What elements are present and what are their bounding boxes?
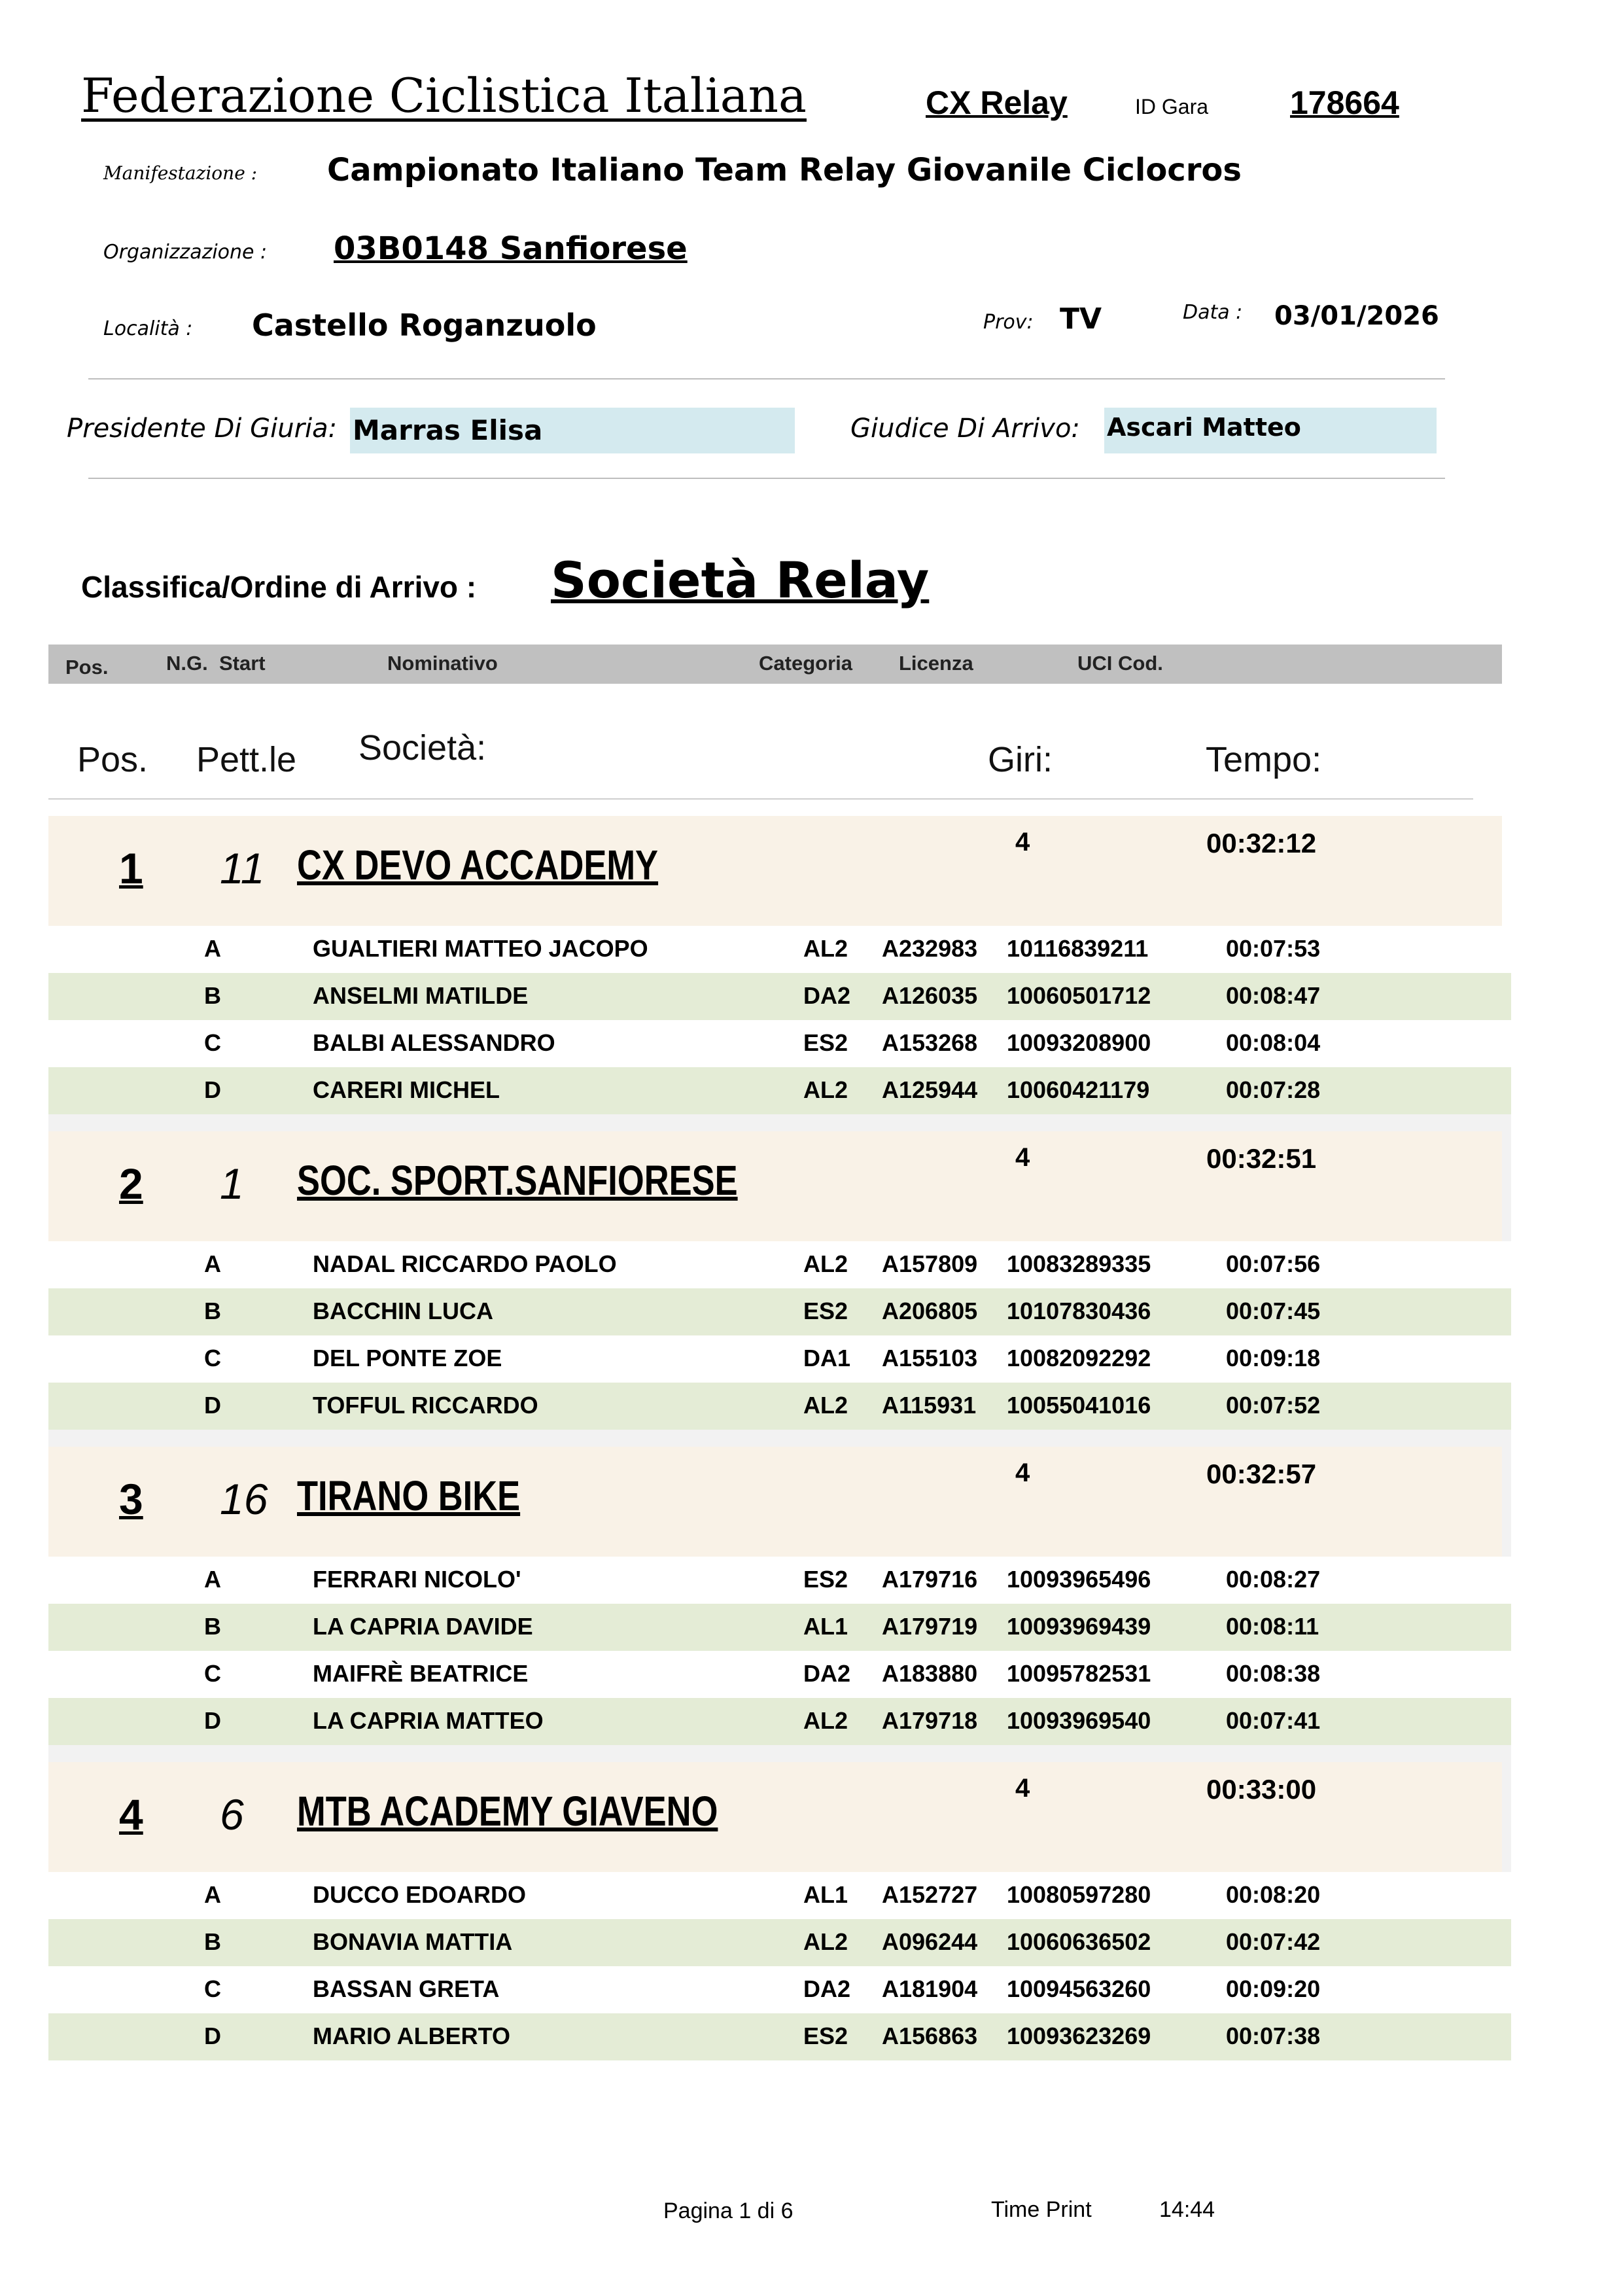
rider-name: FERRARI NICOLO' xyxy=(313,1566,521,1593)
rider-row xyxy=(48,1335,1511,1383)
giudice-field xyxy=(1104,408,1437,453)
rider-uci: 10095782531 xyxy=(1007,1660,1151,1687)
localita-label: Località : xyxy=(103,317,193,340)
rider-license: A206805 xyxy=(882,1298,978,1324)
id-gara-value: 178664 xyxy=(1290,84,1399,121)
page-number: Pagina 1 di 6 xyxy=(663,2199,794,2223)
rider-category: AL2 xyxy=(803,935,848,962)
rider-leg: C xyxy=(204,1029,221,1056)
rider-name: GUALTIERI MATTEO JACOPO xyxy=(313,935,648,962)
giudice-value: Ascari Matteo xyxy=(1107,413,1301,442)
presidente-value: Marras Elisa xyxy=(353,414,543,446)
team-bib: 1 xyxy=(220,1159,244,1208)
manifestazione-label: Manifestazione : xyxy=(103,162,258,184)
rider-row xyxy=(48,1966,1511,2013)
rider-name: BASSAN GRETA xyxy=(313,1975,500,2002)
rider-leg: B xyxy=(204,1613,221,1640)
gb-nominativo: Nominativo xyxy=(387,652,498,675)
rider-category: ES2 xyxy=(803,2022,848,2049)
rider-uci: 10116839211 xyxy=(1007,935,1149,962)
rider-uci: 10083289335 xyxy=(1007,1250,1151,1277)
rider-license: A125944 xyxy=(882,1076,978,1103)
team-time: 00:32:57 xyxy=(1206,1458,1317,1489)
rider-row xyxy=(48,1872,1511,1919)
rider-uci: 10093965496 xyxy=(1007,1566,1151,1593)
rider-leg: A xyxy=(204,1250,221,1277)
team-time: 00:33:00 xyxy=(1206,1774,1317,1805)
rider-row xyxy=(48,1557,1511,1604)
team-header xyxy=(48,1131,1502,1241)
rider-license: A181904 xyxy=(882,1975,978,2002)
rider-row xyxy=(48,973,1511,1020)
team-laps: 4 xyxy=(1015,828,1030,857)
rider-license: A156863 xyxy=(882,2022,978,2049)
team-bib: 16 xyxy=(220,1475,268,1523)
rider-category: AL1 xyxy=(803,1613,848,1640)
rider-leg: A xyxy=(204,935,221,962)
team-name[interactable]: CX DEVO ACCADEMY xyxy=(297,841,659,889)
rider-row xyxy=(48,2013,1511,2060)
prov-label: Prov: xyxy=(983,311,1034,334)
team-header xyxy=(48,1762,1502,1872)
col-giri: Giri: xyxy=(988,740,1053,779)
rider-row xyxy=(48,1919,1511,1966)
rider-uci: 10093969439 xyxy=(1007,1613,1151,1640)
gb-uci: UCI Cod. xyxy=(1077,652,1163,675)
team-position: 2 xyxy=(119,1159,143,1208)
col-pettorale: Pett.le xyxy=(196,740,297,779)
rider-uci: 10093969540 xyxy=(1007,1707,1151,1734)
rider-row xyxy=(48,1241,1511,1288)
rider-time: 00:09:18 xyxy=(1226,1345,1321,1371)
rider-uci: 10107830436 xyxy=(1007,1298,1151,1324)
rider-uci: 10082092292 xyxy=(1007,1345,1151,1371)
column-heading-divider xyxy=(48,798,1473,800)
rider-category: DA1 xyxy=(803,1345,851,1371)
rider-leg: D xyxy=(204,1076,221,1103)
rider-license: A232983 xyxy=(882,935,978,962)
gb-ng-start: N.G. Start xyxy=(166,652,266,675)
rider-category: AL2 xyxy=(803,1250,848,1277)
team-bib: 6 xyxy=(220,1790,244,1839)
header-divider-top xyxy=(88,378,1445,380)
rider-time: 00:08:47 xyxy=(1226,982,1321,1009)
rider-name: LA CAPRIA DAVIDE xyxy=(313,1613,533,1640)
rider-name: TOFFUL RICCARDO xyxy=(313,1392,538,1419)
team-name[interactable]: SOC. SPORT.SANFIORESE xyxy=(297,1157,738,1204)
rider-row xyxy=(48,1604,1511,1651)
rider-row xyxy=(48,926,1511,973)
rider-license: A152727 xyxy=(882,1881,978,1908)
rider-uci: 10060501712 xyxy=(1007,982,1151,1009)
rider-time: 00:07:52 xyxy=(1226,1392,1321,1419)
rider-time: 00:07:28 xyxy=(1226,1076,1321,1103)
rider-category: AL2 xyxy=(803,1076,848,1103)
rider-leg: B xyxy=(204,982,221,1009)
rider-row xyxy=(48,1020,1511,1067)
giudice-label: Giudice Di Arrivo: xyxy=(850,414,1080,444)
rider-category: AL1 xyxy=(803,1881,848,1908)
rider-category: AL2 xyxy=(803,1707,848,1734)
rider-license: A155103 xyxy=(882,1345,978,1371)
team-position: 3 xyxy=(119,1475,143,1523)
rider-time: 00:08:27 xyxy=(1226,1566,1321,1593)
time-print-label: Time Print xyxy=(991,2197,1092,2222)
rider-category: AL2 xyxy=(803,1392,848,1419)
rider-uci: 10060636502 xyxy=(1007,1928,1151,1955)
rider-name: MAIFRÈ BEATRICE xyxy=(313,1660,529,1687)
rider-time: 00:07:45 xyxy=(1226,1298,1321,1324)
rider-name: BALBI ALESSANDRO xyxy=(313,1029,555,1056)
rider-time: 00:07:42 xyxy=(1226,1928,1321,1955)
rider-name: BACCHIN LUCA xyxy=(313,1298,493,1324)
rider-leg: D xyxy=(204,1707,221,1734)
rider-time: 00:08:11 xyxy=(1226,1613,1319,1640)
manifestazione-value: Campionato Italiano Team Relay Giovanile Ciclocros xyxy=(327,152,1242,188)
rider-uci: 10094563260 xyxy=(1007,1975,1151,2002)
rider-leg: D xyxy=(204,1392,221,1419)
organizzazione-label: Organizzazione : xyxy=(103,241,268,264)
rider-leg: D xyxy=(204,2022,221,2049)
federation-title: Federazione Ciclistica Italiana xyxy=(81,68,807,123)
rider-license: A179718 xyxy=(882,1707,978,1734)
classifica-title: Società Relay xyxy=(551,551,930,609)
rider-name: CARERI MICHEL xyxy=(313,1076,500,1103)
rider-row xyxy=(48,1651,1511,1698)
rider-leg: A xyxy=(204,1566,221,1593)
rider-category: ES2 xyxy=(803,1029,848,1056)
presidente-field xyxy=(350,408,795,453)
col-societa: Società: xyxy=(358,728,487,768)
rider-time: 00:09:20 xyxy=(1226,1975,1321,2002)
team-position: 1 xyxy=(119,844,143,892)
race-type: CX Relay xyxy=(926,84,1068,121)
classifica-label: Classifica/Ordine di Arrivo : xyxy=(81,570,477,604)
rider-category: ES2 xyxy=(803,1566,848,1593)
rider-license: A179719 xyxy=(882,1613,978,1640)
rider-name: DUCCO EDOARDO xyxy=(313,1881,527,1908)
rider-time: 00:07:41 xyxy=(1226,1707,1321,1734)
rider-row xyxy=(48,1288,1511,1335)
rider-row xyxy=(48,1067,1511,1114)
presidente-label: Presidente Di Giuria: xyxy=(67,414,338,444)
time-print-value: 14:44 xyxy=(1159,2197,1215,2222)
header-divider-bottom xyxy=(88,478,1445,479)
team-name[interactable]: MTB ACADEMY GIAVENO xyxy=(297,1788,718,1835)
rider-time: 00:07:38 xyxy=(1226,2022,1321,2049)
rider-category: AL2 xyxy=(803,1928,848,1955)
rider-uci: 10093623269 xyxy=(1007,2022,1151,2049)
rider-uci: 10060421179 xyxy=(1007,1076,1150,1103)
rider-leg: A xyxy=(204,1881,221,1908)
rider-uci: 10080597280 xyxy=(1007,1881,1151,1908)
team-header xyxy=(48,1447,1502,1557)
team-name[interactable]: TIRANO BIKE xyxy=(297,1472,521,1519)
prov-value: TV xyxy=(1060,302,1102,336)
rider-uci: 10055041016 xyxy=(1007,1392,1151,1419)
gb-pos: Pos. xyxy=(65,656,109,679)
rider-leg: C xyxy=(204,1975,221,2002)
rider-name: BONAVIA MATTIA xyxy=(313,1928,513,1955)
rider-name: DEL PONTE ZOE xyxy=(313,1345,502,1371)
team-position: 4 xyxy=(119,1790,143,1839)
team-laps: 4 xyxy=(1015,1143,1030,1172)
rider-license: A157809 xyxy=(882,1250,978,1277)
rider-license: A126035 xyxy=(882,982,978,1009)
rider-category: DA2 xyxy=(803,982,851,1009)
data-value: 03/01/2026 xyxy=(1274,301,1439,331)
id-gara-label: ID Gara xyxy=(1135,95,1209,118)
rider-category: DA2 xyxy=(803,1660,851,1687)
rider-leg: C xyxy=(204,1660,221,1687)
team-time: 00:32:12 xyxy=(1206,828,1317,858)
gb-licenza: Licenza xyxy=(899,652,973,675)
rider-time: 00:08:20 xyxy=(1226,1881,1321,1908)
col-pos: Pos. xyxy=(77,740,148,779)
team-laps: 4 xyxy=(1015,1774,1030,1803)
rider-leg: B xyxy=(204,1928,221,1955)
rider-row xyxy=(48,1383,1511,1430)
rider-license: A115931 xyxy=(882,1392,977,1419)
team-laps: 4 xyxy=(1015,1458,1030,1487)
rider-time: 00:08:04 xyxy=(1226,1029,1321,1056)
rider-leg: B xyxy=(204,1298,221,1324)
rider-name: ANSELMI MATILDE xyxy=(313,982,529,1009)
localita-value: Castello Roganzuolo xyxy=(252,308,597,343)
rider-category: ES2 xyxy=(803,1298,848,1324)
rider-license: A096244 xyxy=(882,1928,978,1955)
team-header xyxy=(48,816,1502,926)
team-time: 00:32:51 xyxy=(1206,1143,1317,1174)
gb-categoria: Categoria xyxy=(759,652,852,675)
rider-category: DA2 xyxy=(803,1975,851,2002)
data-label: Data : xyxy=(1183,301,1243,324)
rider-row xyxy=(48,1698,1511,1745)
rider-leg: C xyxy=(204,1345,221,1371)
rider-uci: 10093208900 xyxy=(1007,1029,1151,1056)
rider-license: A179716 xyxy=(882,1566,978,1593)
rider-time: 00:07:56 xyxy=(1226,1250,1321,1277)
organizzazione-value: 03B0148 Sanfiorese xyxy=(334,230,688,267)
rider-license: A153268 xyxy=(882,1029,978,1056)
rider-license: A183880 xyxy=(882,1660,978,1687)
col-tempo: Tempo: xyxy=(1206,740,1322,779)
rider-name: MARIO ALBERTO xyxy=(313,2022,510,2049)
team-bib: 11 xyxy=(220,844,265,892)
rider-time: 00:07:53 xyxy=(1226,935,1321,962)
rider-name: NADAL RICCARDO PAOLO xyxy=(313,1250,617,1277)
rider-name: LA CAPRIA MATTEO xyxy=(313,1707,544,1734)
rider-time: 00:08:38 xyxy=(1226,1660,1321,1687)
